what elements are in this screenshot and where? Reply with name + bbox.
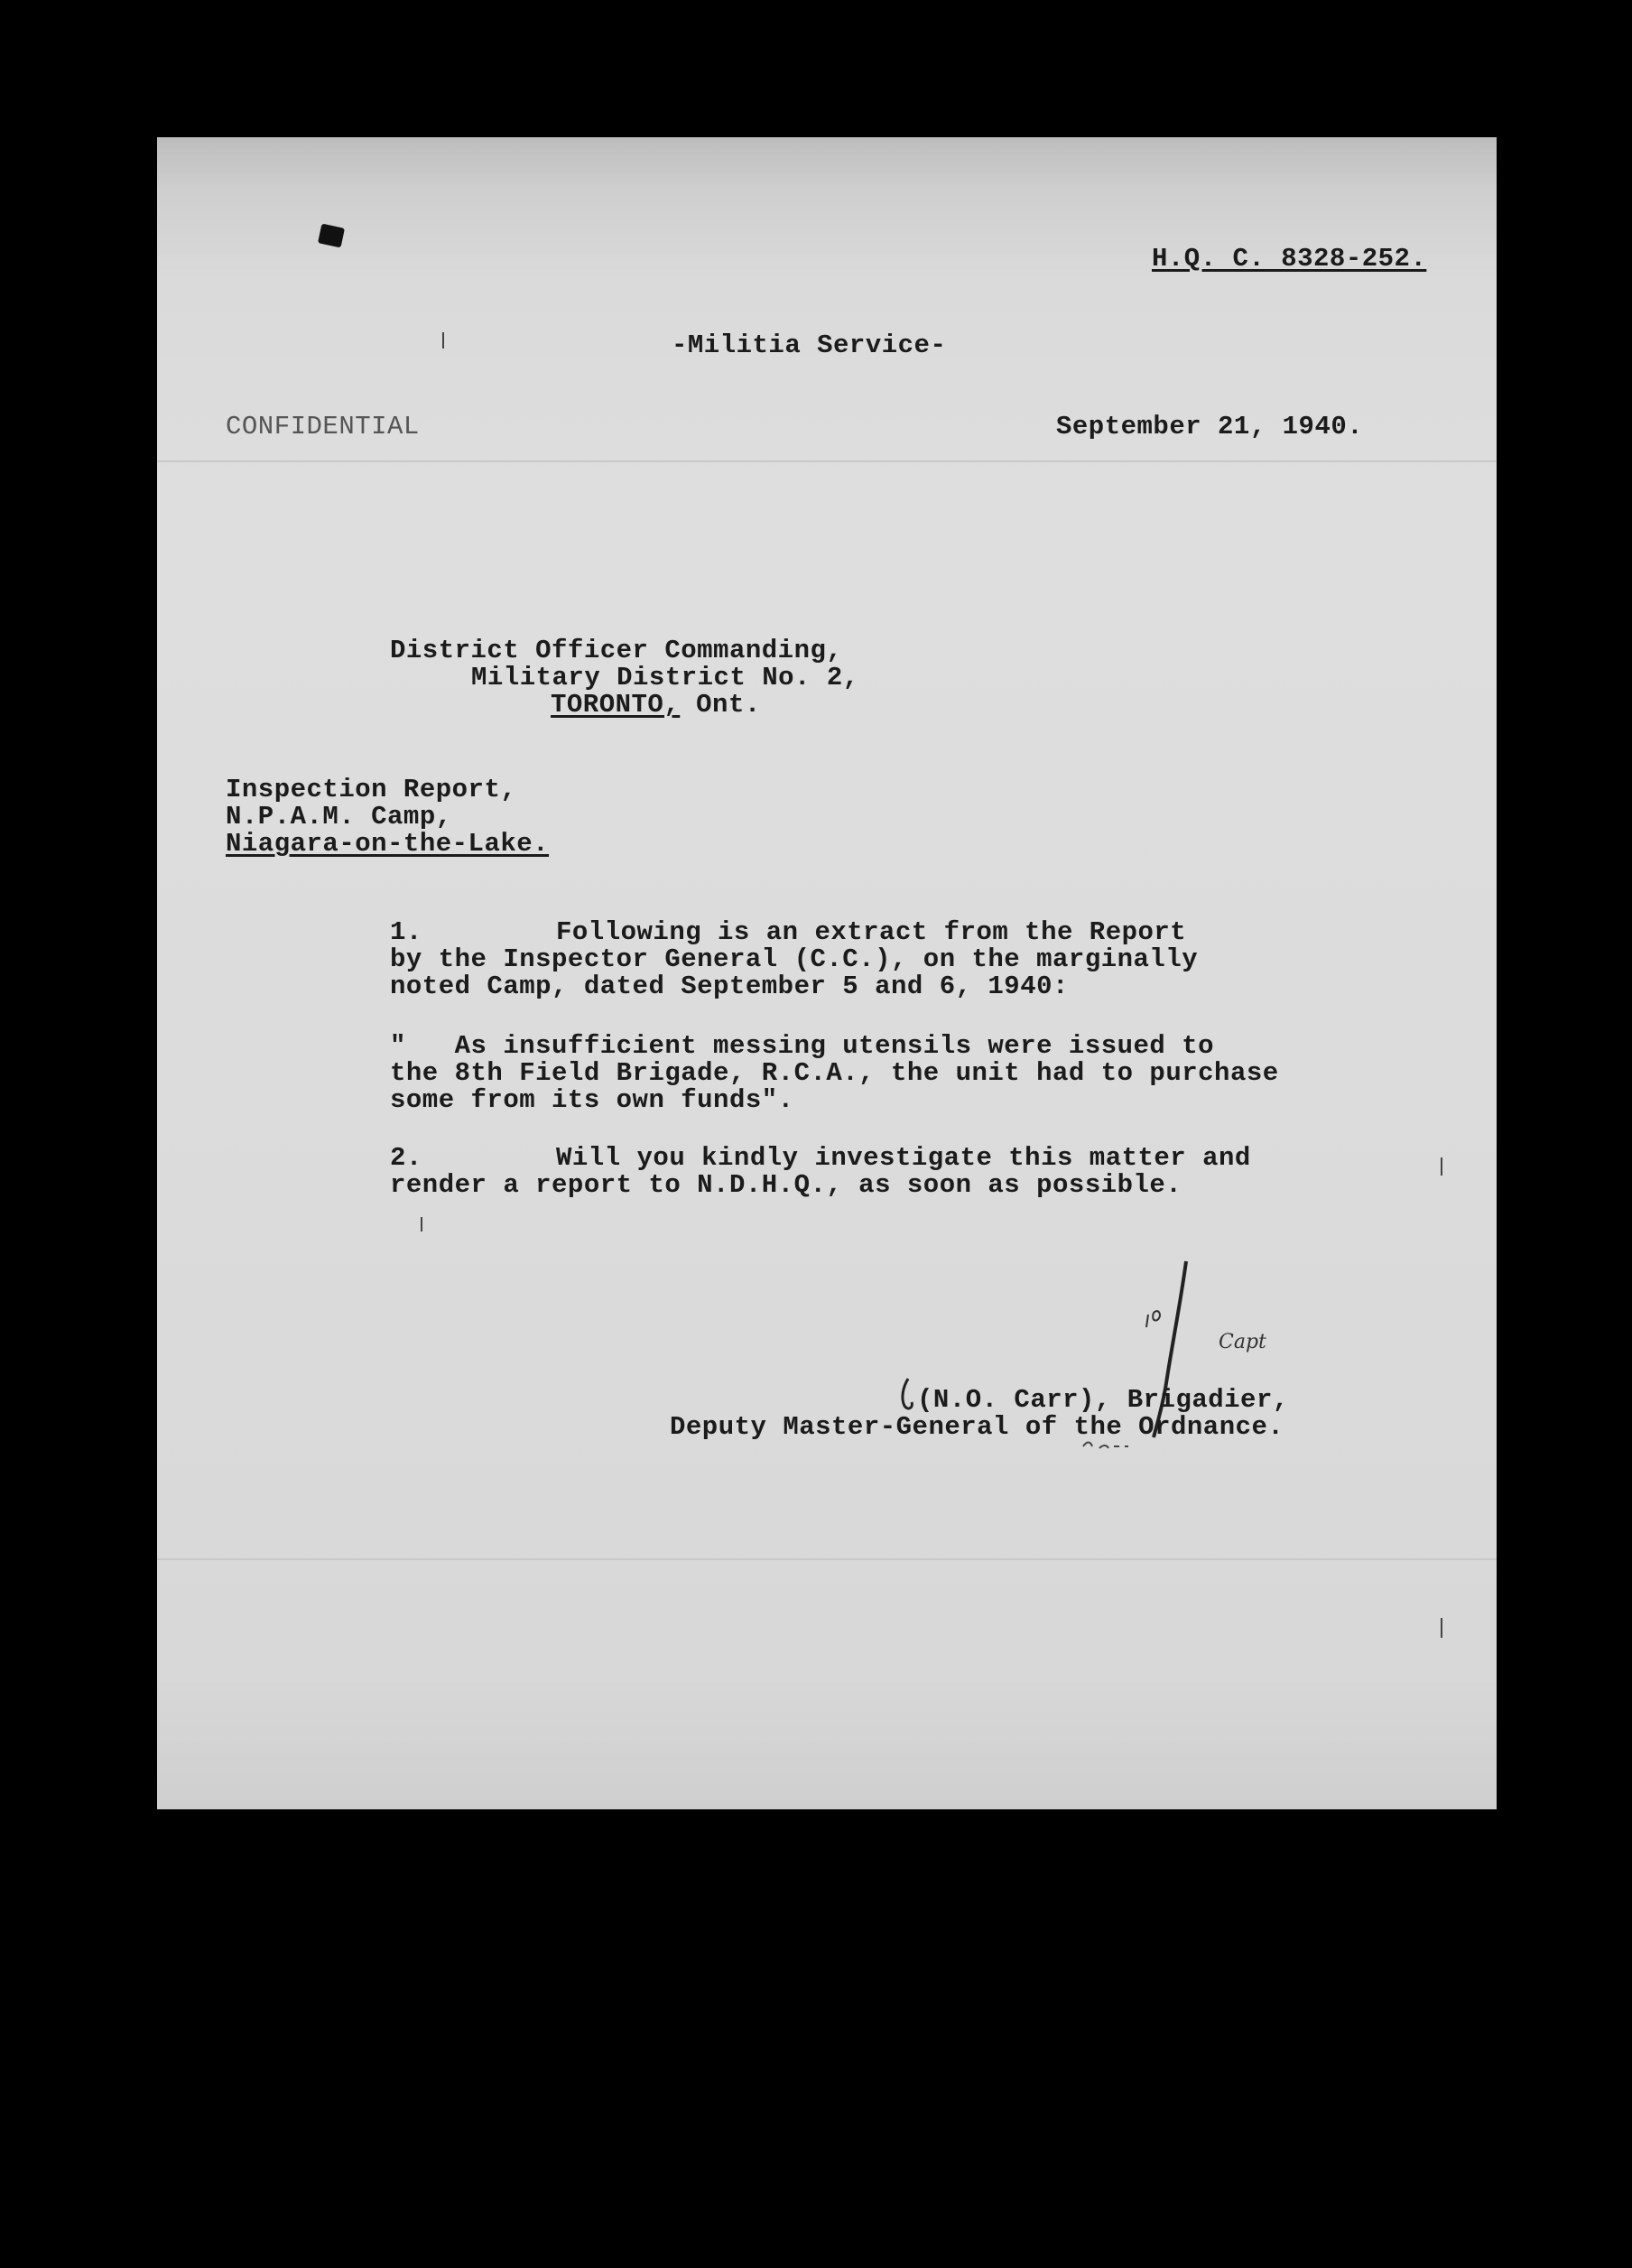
paragraph-1-line-1: Following is an extract from the Report	[556, 917, 1187, 947]
quote-line-2: the 8th Field Brigade, R.C.A., the unit had to purchase	[390, 1058, 1279, 1088]
paragraph-2-line-2: render a report to N.D.H.Q., as soon as possible.	[390, 1170, 1182, 1200]
letter-date: September 21, 1940.	[1056, 412, 1364, 442]
paragraph-1-line-3: noted Camp, dated September 5 and 6, 1940:	[390, 971, 1069, 1001]
addressee-province: Ont.	[680, 690, 761, 720]
paragraph-2-number: 2.	[390, 1143, 422, 1173]
paper-mark	[1441, 1618, 1442, 1638]
signature-line-1: (N.O. Carr), Brigadier,	[917, 1385, 1289, 1415]
subject-line-2: N.P.A.M. Camp,	[226, 802, 452, 832]
paragraph-1-line-2: by the Inspector General (C.C.), on the marginally	[390, 944, 1199, 974]
document-page	[157, 137, 1497, 1809]
classification-label: CONFIDENTIAL	[226, 412, 420, 442]
paper-mark	[442, 332, 444, 349]
addressee-line-1: District Officer Commanding,	[390, 636, 843, 665]
quote-line-3: some from its own funds".	[390, 1085, 794, 1115]
addressee-city: TORONTO,	[551, 690, 681, 720]
paragraph-2-line-1: Will you kindly investigate this matter and	[556, 1143, 1251, 1173]
paper-mark	[1441, 1157, 1442, 1176]
signature-marks	[157, 137, 1497, 1809]
signature-line-2: Deputy Master-General of the Ordnance.	[670, 1412, 1284, 1442]
quote-line-1: " As insufficient messing utensils were issued to	[390, 1031, 1215, 1061]
service-heading: -Militia Service-	[672, 330, 947, 360]
addressee-line-2: Military District No. 2,	[471, 663, 859, 692]
file-reference: H.Q. C. 8328-252.	[1152, 244, 1427, 274]
subject-line-3: Niagara-on-the-Lake.	[226, 829, 550, 859]
handwritten-capt: Capt	[1219, 1331, 1266, 1353]
paragraph-1-number: 1.	[390, 917, 422, 947]
paper-mark	[421, 1217, 422, 1232]
subject-line-1: Inspection Report,	[226, 775, 517, 804]
